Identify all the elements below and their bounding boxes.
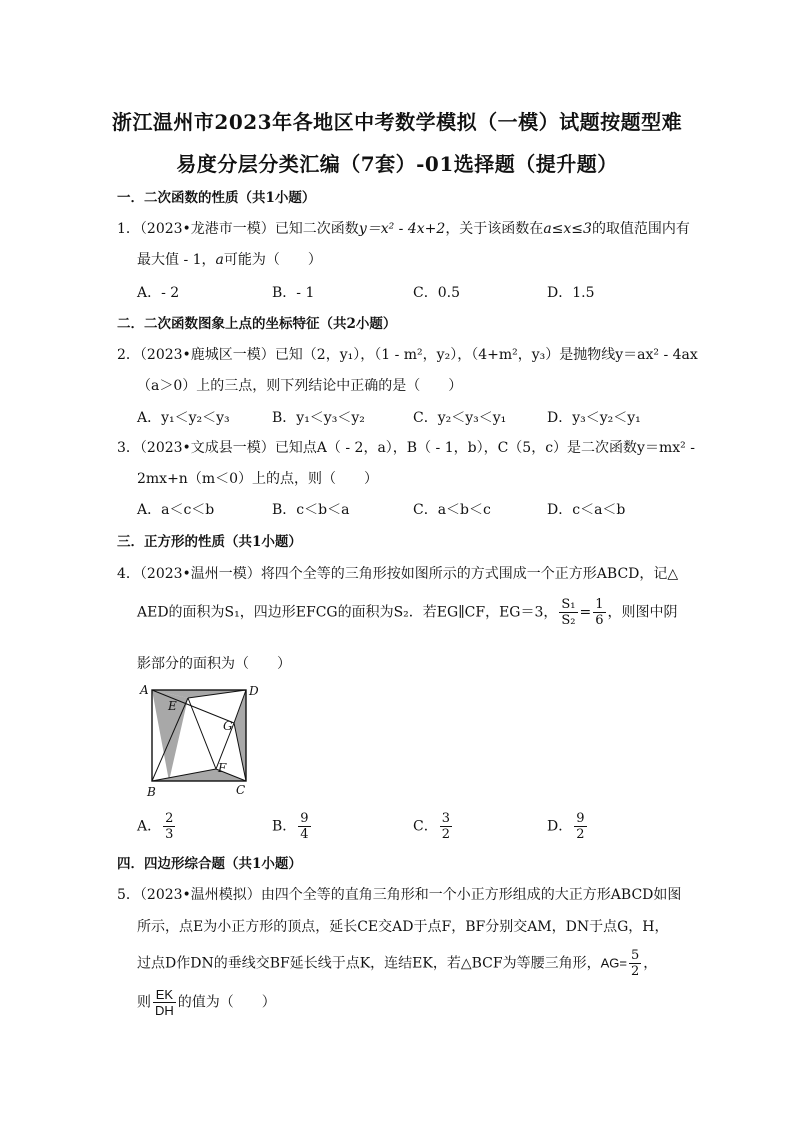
q4-square-figure bbox=[132, 683, 272, 801]
q4-line1: 4．（2023•温州一模）将四个全等的三角形按如图所示的方式围成一个正方形ABCD，记△ bbox=[117, 566, 679, 582]
label-f: F bbox=[218, 761, 227, 775]
q4-source: （2023•温州一模） bbox=[139, 566, 261, 582]
q3-line2: 2mx+n（m＜0）上的点，则（ ） bbox=[137, 471, 379, 487]
q1-number: 1． bbox=[117, 221, 140, 237]
q4-number: 4． bbox=[117, 566, 140, 582]
q5-line3: 过点D作DN的垂线交BF延长线于点K，连结EK，若△BCF为等腰三角形，AG= $\frac{5}{2}$ ， bbox=[137, 948, 658, 979]
q3-line1: 3．（2023•文成县一模）已知点A（ - 2，a），B（ - 1，b），C（5，c）是二次函数y＝mx² - bbox=[117, 440, 695, 456]
q3-option-a: A．a＜c＜b bbox=[137, 502, 215, 518]
q5-ratio-fraction: $\frac{EK}{DH}$ bbox=[155, 987, 174, 1018]
section-heading-1: 一．二次函数的性质（共1小题） bbox=[117, 190, 316, 206]
label-e: E bbox=[168, 699, 177, 713]
q3-option-c: C．a＜b＜c bbox=[413, 502, 491, 518]
q5-line4: 则 $\frac{EK}{DH}$ 的值为（ ） bbox=[137, 987, 276, 1018]
q1-option-c: C．0.5 bbox=[413, 285, 460, 301]
q1-source: （2023•龙港市一模） bbox=[139, 221, 275, 237]
q5-line2: 所示，点E为小正方形的顶点，延长CE交AD于点F，BF分别交AM，DN于点G，H， bbox=[137, 919, 669, 935]
q1-option-d: D．1.5 bbox=[547, 285, 595, 301]
q3-number: 3． bbox=[117, 440, 140, 456]
q5-number: 5． bbox=[117, 887, 140, 903]
q2-line1: 2．（2023•鹿城区一模）已知（2，y₁），（1 - m²，y₂），（4+m²，y₃）是抛物线y＝ax² - 4ax bbox=[117, 347, 698, 363]
q2-option-d: D．y₃＜y₂＜y₁ bbox=[547, 410, 641, 426]
q4-line3: 影部分的面积为（ ） bbox=[137, 656, 291, 672]
label-c: C bbox=[236, 783, 246, 797]
q5-ag-fraction: $\frac{5}{2}$ bbox=[630, 948, 640, 979]
q1-line2: 最大值 - 1，a可能为（ ） bbox=[137, 252, 322, 268]
q1-option-b: B．- 1 bbox=[272, 285, 315, 301]
q4-option-b: B． $\frac{9}{4}$ bbox=[272, 811, 309, 842]
q4-option-a: A． $\frac{2}{3}$ bbox=[137, 811, 174, 842]
q4-option-c: C． $\frac{3}{2}$ bbox=[413, 811, 450, 842]
q1-function: y＝x² - 4x+2 bbox=[358, 221, 446, 237]
shaded-triangle-right bbox=[234, 690, 246, 781]
label-d: D bbox=[249, 684, 259, 698]
q5-line1: 5．（2023•温州模拟）由四个全等的直角三角形和一个小正方形组成的大正方形ABCD如图 bbox=[117, 887, 682, 903]
label-g: G bbox=[223, 719, 233, 733]
doc-title-line2: 易度分层分类汇编（7套）-01选择题（提升题） bbox=[176, 152, 618, 176]
q4-ratio-value: $\frac{1}{6}$ bbox=[595, 597, 604, 628]
section-heading-3: 三．正方形的性质（共1小题） bbox=[117, 534, 302, 550]
q1-range: a≤x≤3 bbox=[543, 221, 592, 237]
q1-line1: 1．（2023•龙港市一模）已知二次函数y＝x² - 4x+2，关于该函数在a≤x≤3的取值范围内有 bbox=[117, 221, 690, 237]
q2-option-b: B．y₁＜y₃＜y₂ bbox=[272, 410, 365, 426]
q4-line2: AED的面积为S₁，四边形EFCG的面积为S₂．若EG∥CF，EG＝3， $\frac{\text{S₁}}{\text{S₂}}$ = $\frac{1}{6}$ ，则图中阴 bbox=[137, 597, 678, 628]
q3-option-d: D．c＜a＜b bbox=[547, 502, 626, 518]
q1-option-a: A．- 2 bbox=[137, 285, 180, 301]
section-heading-2: 二．二次函数图象上点的坐标特征（共2小题） bbox=[117, 316, 397, 332]
q2-number: 2． bbox=[117, 347, 140, 363]
label-b: B bbox=[147, 785, 156, 799]
q3-option-b: B．c＜b＜a bbox=[272, 502, 350, 518]
q4-ratio-fraction: $\frac{\text{S₁}}{\text{S₂}}$ bbox=[561, 597, 576, 628]
q2-source: （2023•鹿城区一模） bbox=[139, 347, 275, 363]
q2-option-c: C．y₂＜y₃＜y₁ bbox=[413, 410, 507, 426]
q2-option-a: A．y₁＜y₂＜y₃ bbox=[137, 410, 230, 426]
q5-source: （2023•温州模拟） bbox=[139, 887, 261, 903]
doc-title-line1: 浙江温州市2023年各地区中考数学模拟（一模）试题按题型难 bbox=[111, 110, 683, 134]
label-a: A bbox=[140, 683, 149, 697]
q2-line2: （a＞0）上的三点，则下列结论中正确的是（ ） bbox=[137, 378, 463, 394]
q3-source: （2023•文成县一模） bbox=[139, 440, 275, 456]
section-heading-4: 四．四边形综合题（共1小题） bbox=[117, 856, 302, 872]
q4-option-d: D． $\frac{9}{2}$ bbox=[547, 811, 585, 842]
